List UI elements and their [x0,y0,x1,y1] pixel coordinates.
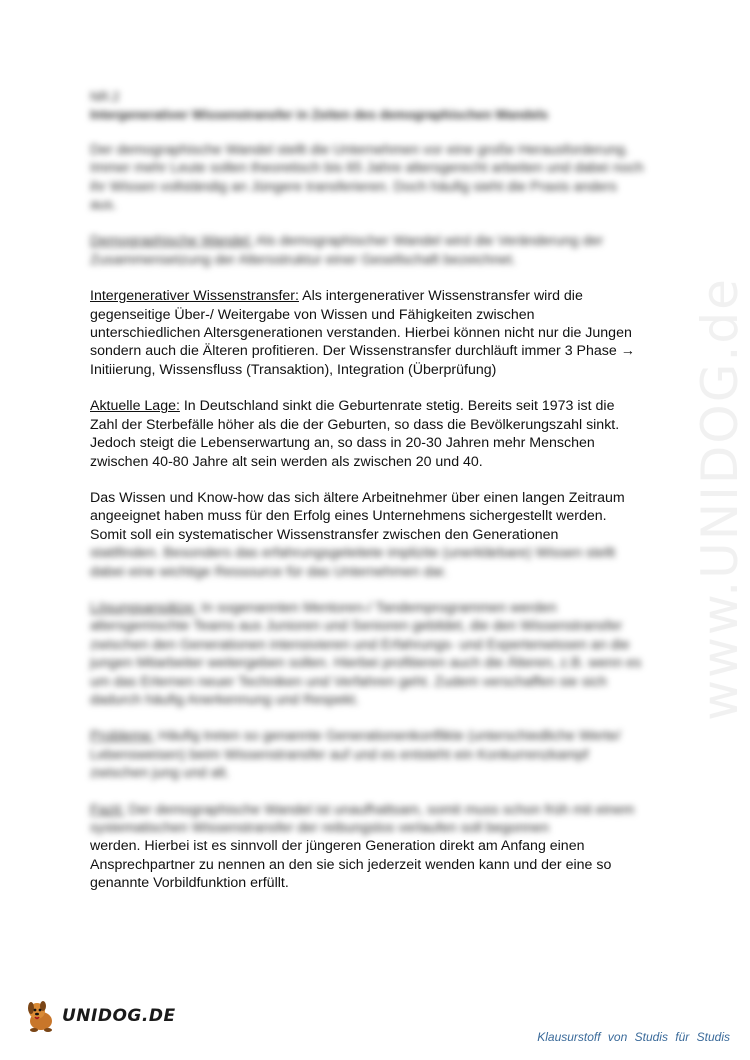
situation-text: In Deutschland sinkt die Geburtenrate stetig. Bereits seit 1973 ist die Zahl der Sterbefälle höher als die der Geburten, so dass die Bevölkerungszahl sinkt. Jedoch steigt die Lebenserwartung an, so dass in 20-30 Jahren mehr Menschen zwischen 40-80 Jahre alt sein werden als zwischen 20 und 40. [90,398,620,470]
document-body [90,88,645,893]
conclusion-blurred-part: Der demographische Wandel ist unaufhaltsam, somit muss schon früh mit einem systematischen Wissenstransfer der reibungslos verlaufen soll begonnen [90,801,635,836]
knowhow-text: Das Wissen und Know-how das sich ältere Arbeitnehmer über einen langen Zeitraum angeeignet haben muss für den Erfolg eines Unternehmens sichergestellt werden. Somit soll ein systematischer Wissenstransfer zwischen den Generationen [90,489,625,543]
conclusion-label: Fazit: [90,801,125,818]
transfer-paragraph [90,287,645,379]
problems-paragraph [90,727,645,782]
situation-label: Aktuelle Lage: [90,398,180,415]
solutions-label: Lösungsansätze: [90,599,198,616]
conclusion-blurred-text [90,801,645,838]
watermark-text: www.UNIDOG.de [691,277,749,721]
solutions-text: In sogenannten Mentoren-/ Tandemprogrammen werden altersgemischte Teams aus Junioren und Senioren gebildet, die den Wissenstransfer zwischen den Generationen intensivieren und Erfahrungs- und Expertenwissen an die jungen Mitarbeiter weitergeben sollen. Hierbei profitieren auch die Älteren, z.B. wenn es um das Erlernen neuer Techniken und Verfahren geht. Zudem verschaffen sie sich dadurch häufig Anerkennung und Respekt. [90,599,642,708]
footer-tagline: Klausurstoff von Studis für Studis [537,1030,730,1044]
document-header [90,88,645,125]
knowhow-paragraph [90,489,645,581]
demographic-text: Als demographischer Wandel wird die Veränderung der Zusammensetzung der Altersstruktur einer Gesellschaft bezeichnet. [90,233,604,268]
logo-text: UNIDOG.DE [62,1006,176,1026]
problems-label: Probleme: [90,728,155,745]
demographic-paragraph [90,232,645,269]
conclusion-paragraph [90,801,645,893]
problems-text: Häufig treten so genannte Generationenkonflikte (unterschiedliche Werte/ Lebensweisen) beim Wissenstransfer auf und es entsteht ein Konkurrenzkampf zwischen jung und alt. [90,728,621,782]
document-number: NR.2 [90,89,120,104]
dog-mascot-icon [24,999,60,1033]
conclusion-text: werden. Hierbei ist es sinnvoll der jüngeren Generation direkt am Anfang einen Ansprechpartner zu nennen an den sie sich jederzeit wenden kann und der eine so genannte Vorbildfunktion erfüllt. [90,838,612,892]
demographic-label: Demographische Wandel: [90,233,253,250]
transfer-text: Als intergenerativer Wissenstransfer wird die gegenseitige Über-/ Weitergabe von Wissen und Fähigkeiten zwischen unterschiedlichen Altersgenerationen verstanden. Hierbei können nicht nur die Jungen sondern auch die Älteren profitieren. Der Wissenstransfer durchläuft immer 3 Phase → Initiierung, Wissensfluss (Transaktion), Integration (Überprüfung) [90,288,635,378]
solutions-paragraph [90,599,645,709]
intro-paragraph: Der demographische Wandel stellt die Unternehmen vor eine große Herausforderung. Immer mehr Leute sollen theoretisch bis 65 Jahre altersgerecht arbeiten und dabei noch ihr Wissen vollständig an Jüngere transferieren. Doch häufig sieht die Praxis anders aus. [90,141,644,214]
unidog-logo[interactable] [24,998,176,1034]
situation-paragraph [90,397,645,471]
document-title: Intergenerativer Wissenstransfer in Zeiten des demographischen Wandels [90,107,549,123]
knowhow-blurred-text: stattfinden. Besonders das erfahrungsgeleitete implizite (unerklärbare) Wissen stellt dabei eine wichtige Ressource für das Unternehmen dar. [90,545,616,580]
transfer-label: Intergenerativer Wissenstransfer: [90,288,299,305]
